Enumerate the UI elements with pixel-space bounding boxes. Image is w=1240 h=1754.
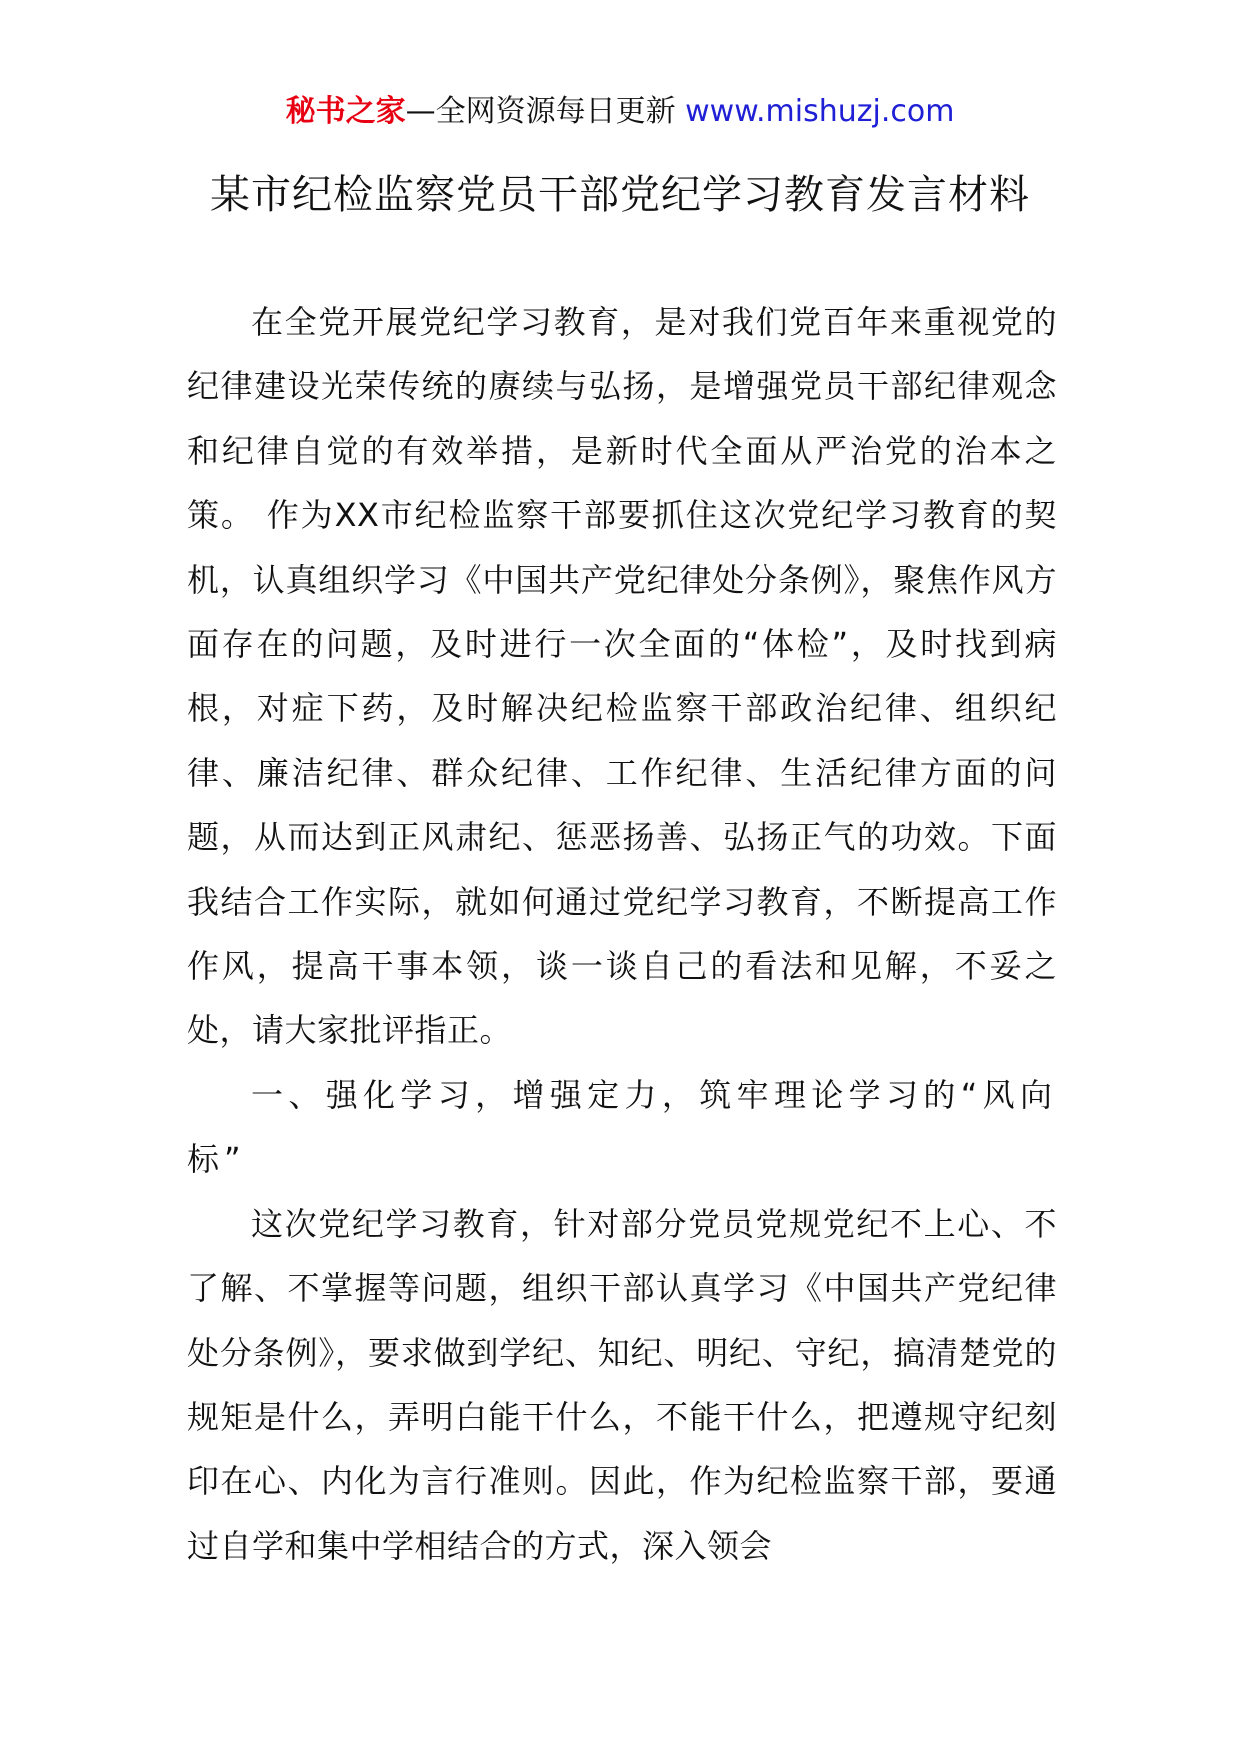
document-title: 某市纪检监察党员干部党纪学习教育发言材料 (210, 172, 1030, 218)
site-header (0, 92, 1240, 132)
document-body (187, 290, 1057, 1578)
paragraph-section-1: 这次党纪学习教育，针对部分党员党规党纪不上心、不了解、不掌握等问题，组织干部认真学习《中国共产党纪律处分条例》，要求做到学纪、知纪、明纪、守纪，搞清楚党的规矩是什么，弄明白能干什么，不能干什么，把遵规守纪刻印在心、内化为言行准则。因此，作为纪检监察干部，要通过自学和集中学相结合的方式，深入领会 (187, 1204, 1057, 1565)
site-url[interactable]: www.mishuzj.com (685, 94, 955, 129)
header-slogan: —全网资源每日更新 (405, 94, 676, 129)
paragraph-intro: 在全党开展党纪学习教育，是对我们党百年来重视党的纪律建设光荣传统的赓续与弘扬，是增强党员干部纪律观念和纪律自觉的有效举措，是新时代全面从严治党的治本之策。 作为XX市纪检监察干部要抓住这次党纪学习教育的契机，认真组织学习《中国共产党纪律处分条例》，聚焦作风方面存在的问题，及时进行一次全面的“体检”，及时找到病根，对症下药，及时解决纪检监察干部政治纪律、组织纪律、廉洁纪律、群众纪律、工作纪律、生活纪律方面的问题，从而达到正风肃纪、惩恶扬善、弘扬正气的功效。下面我结合工作实际，就如何通过党纪学习教育，不断提高工作作风，提高干事本领，谈一谈自己的看法和见解，不妥之处，请大家批评指正。 (187, 303, 1057, 1050)
brand-name: 秘书之家 (285, 94, 406, 129)
section-heading-1: 一、强化学习，增强定力，筑牢理论学习的“风向标” (187, 1075, 1057, 1179)
